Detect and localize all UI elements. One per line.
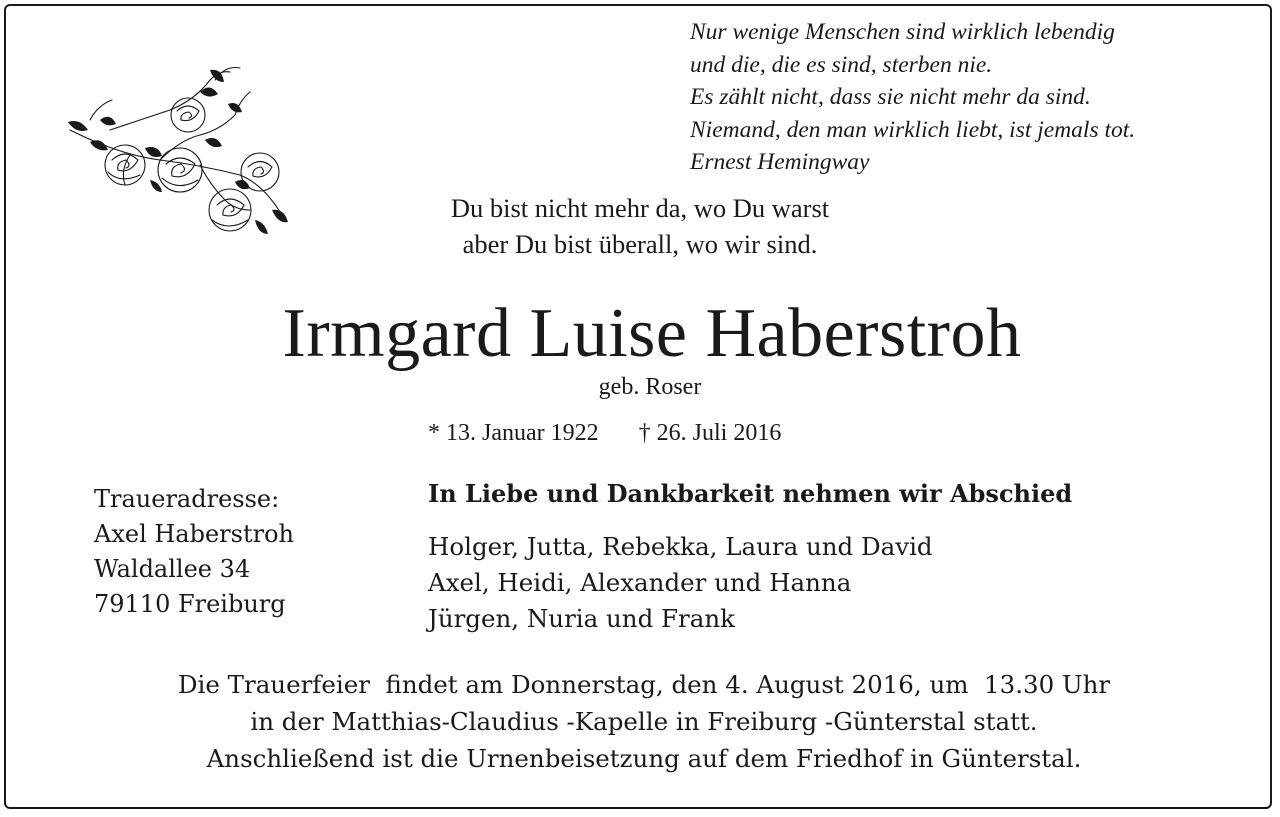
quote-author: Ernest Hemingway	[690, 149, 870, 175]
mourning-address	[94, 482, 294, 622]
address-label: Traueradresse:	[94, 485, 280, 513]
quote-line: Es zählt nicht, dass sie nicht mehr da sind.	[690, 84, 1091, 110]
death-date: † 26. Juli 2016	[638, 420, 782, 446]
quote-line: und die, die es sind, sterben nie.	[690, 51, 993, 78]
ceremony-line: Die Trauerfeier findet am Donnerstag, den 4. August 2016, um 13.30 Uhr	[177, 670, 1111, 699]
birth-date: * 13. Januar 1922	[428, 420, 599, 446]
address-line: 79110 Freiburg	[94, 590, 286, 618]
quote-line: Niemand, den man wirklich liebt, ist jemals tot.	[690, 116, 1136, 143]
maiden-name: geb. Roser	[598, 374, 702, 400]
life-dates	[428, 416, 781, 450]
mourners-list	[428, 529, 933, 637]
mourner-line: Axel, Heidi, Alexander und Hanna	[428, 568, 852, 597]
verse-line: aber Du bist überall, wo wir sind.	[462, 229, 818, 259]
memorial-verse	[340, 190, 940, 262]
deceased-name: Irmgard Luise Haberstroh	[282, 295, 1022, 372]
ceremony-line: Anschließend ist die Urnenbeisetzung auf dem Friedhof in Günterstal.	[206, 744, 1082, 773]
rose-branch-icon	[50, 60, 300, 250]
address-line: Axel Haberstroh	[94, 520, 294, 548]
mourner-line: Jürgen, Nuria und Frank	[428, 604, 735, 633]
farewell-heading: In Liebe und Dankbarkeit nehmen wir Abschied	[428, 479, 1073, 508]
address-line: Waldallee 34	[94, 555, 251, 583]
quote-line: Nur wenige Menschen sind wirklich lebendig	[690, 19, 1115, 45]
mourner-line: Holger, Jutta, Rebekka, Laura und David	[428, 532, 933, 561]
verse-line: Du bist nicht mehr da, wo Du warst	[450, 193, 830, 223]
ceremony-details	[0, 666, 1280, 777]
ceremony-line: in der Matthias-Claudius -Kapelle in Freiburg -Günterstal statt.	[250, 707, 1038, 736]
hemingway-quote	[690, 16, 1260, 179]
